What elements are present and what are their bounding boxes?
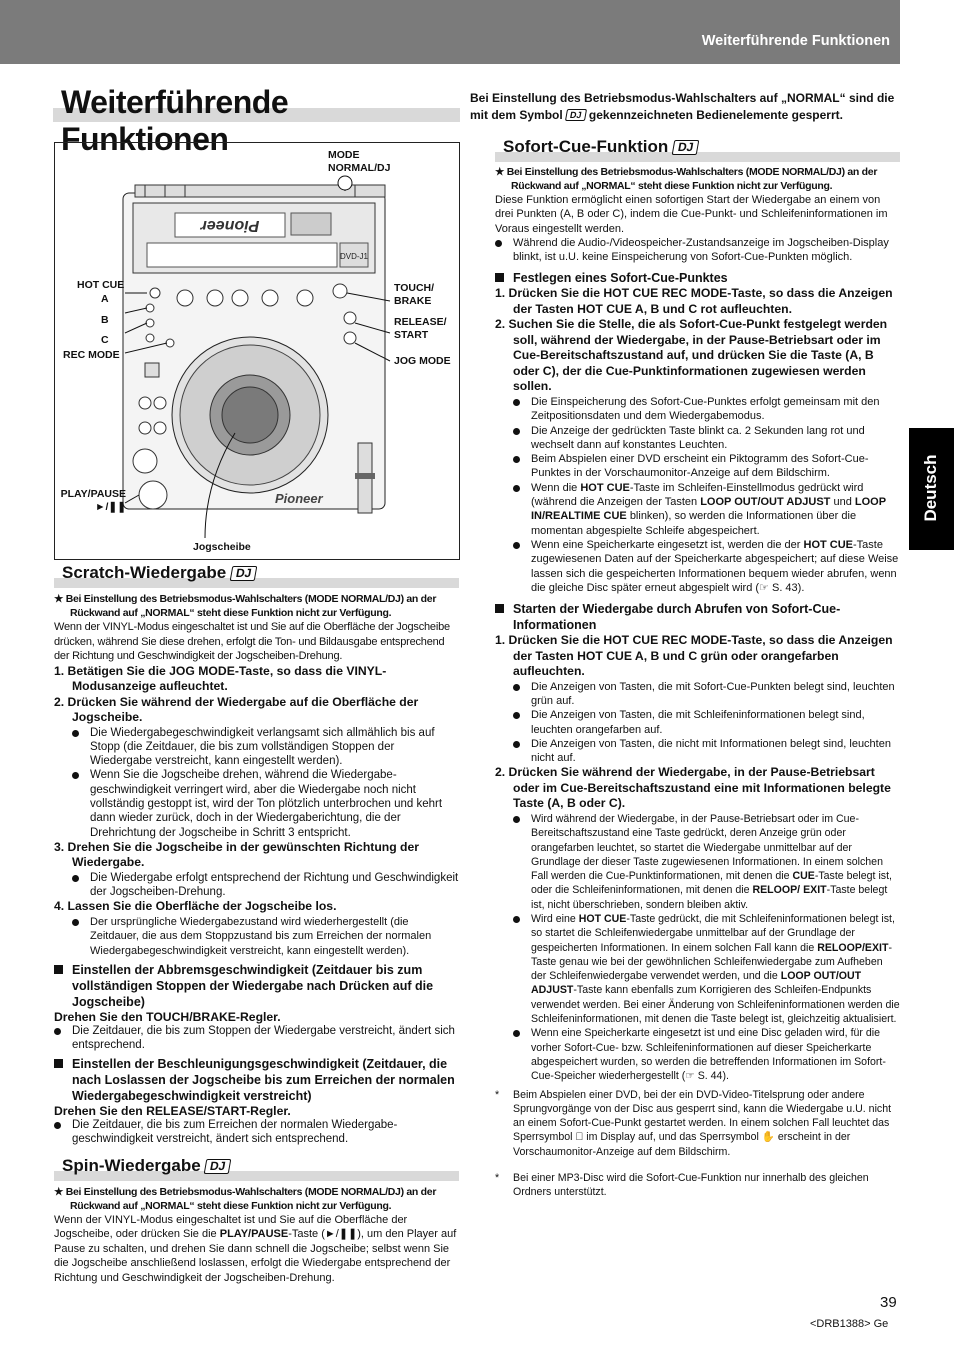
brand-logo-upside: Pioneer bbox=[200, 217, 260, 234]
label-play-pause: PLAY/PAUSE ►/❚❚ bbox=[60, 488, 126, 513]
sofort-heading-box bbox=[495, 137, 900, 162]
dj-notice bbox=[470, 90, 900, 124]
label-jogscheibe: Jogscheibe bbox=[193, 541, 251, 553]
scratch-step-2: 2. Drücken Sie während der Wiedergabe auf die Oberfläche der Jogscheibe. bbox=[54, 694, 419, 724]
language-tab-label: Deutsch bbox=[921, 454, 940, 522]
dj-symbol-icon: DJ bbox=[204, 1159, 232, 1174]
start-heading: Starten der Wiedergabe durch Abrufen von Sofort-Cue-Informationen bbox=[495, 601, 900, 633]
label-a: A bbox=[101, 293, 109, 305]
brake-bullet: Die Zeitdauer, die bis zum Stoppen der Wiedergabe verstreicht, ändert sich entsprechend. bbox=[54, 1024, 459, 1053]
set-step-2: 2. Suchen Sie die Stelle, die als Sofort-Cue-Punkt festgelegt werden soll, während der Wiedergabe, in der Pause-Betriebsart oder im Cue-Bereitschaftszustand auf, und drücken Sie die Taste (A, B oder C), der die Cue-Punktinformationen zugewiesen werden sollen. bbox=[495, 317, 888, 394]
label-b: B bbox=[101, 314, 109, 326]
set-step-2-bullet-1: Die Einspeicherung des Sofort-Cue-Punktes erfolgt gemeinsam mit den Zeitpositionsdaten und dem Wiedergabemodus. bbox=[495, 395, 900, 424]
label-jog-mode: JOG MODE bbox=[394, 355, 451, 367]
scratch-step-1: 1. Betätigen Sie die JOG MODE-Taste, so dass die VINYL-Modusanzeige aufleuchtet. bbox=[54, 663, 387, 693]
set-step-2-bullet-2: Die Anzeige der gedrückten Taste blinkt ca. 2 Sekunden lang rot und wechselt dann auf konstantes Leuchten. bbox=[495, 424, 900, 453]
set-heading: Festlegen eines Sofort-Cue-Punktes bbox=[495, 270, 900, 286]
start-step-1-bullet-1: Die Anzeigen von Tasten, die mit Sofort-Cue-Punkten belegt sind, leuchten grün auf. bbox=[495, 680, 900, 709]
spin-intro: Wenn der VINYL-Modus eingeschaltet ist und Sie auf die Oberfläche der Jogscheibe, oder drücken Sie die PLAY/PAUSE-Taste (►/❚❚), um den Player auf Pause zu schalten, und drehen Sie dann schnell die Jogscheibe; selbst wenn Sie die Jogscheibe anschließend loslassen, erfolgt die Wiedergabe entsprechend der Richtung und Geschwindigkeit der Jogscheiben-Drehung. bbox=[54, 1213, 457, 1284]
sofort-intro: Diese Funktion ermöglicht einen sofortigen Start der Wiedergabe an einem von drei Punkten (A, B oder C), indem die Cue-Punkt- und Schleifeninformationen im Voraus eingestellt werden. bbox=[495, 194, 888, 235]
sofort-star-note: ★ Bei Einstellung des Betriebsmodus-Wahlschalters (MODE NORMAL/DJ) an der Rückwand auf „NORMAL“ steht diese Funktion nicht zur Verfügung. bbox=[495, 166, 878, 192]
accel-bullet: Die Zeitdauer, die bis zum Erreichen der normalen Wiedergabe-geschwindigkeit verstreicht, ändert sich entsprechend. bbox=[54, 1118, 459, 1147]
page-title-box bbox=[53, 84, 460, 157]
right-column bbox=[495, 137, 900, 1200]
scratch-star-note: ★ Bei Einstellung des Betriebsmodus-Wahlschalters (MODE NORMAL/DJ) an der Rückwand auf „NORMAL“ steht diese Funktion nicht zur Verfügung. bbox=[54, 593, 437, 619]
brake-heading: Einstellen der Abbremsgeschwindigkeit (Zeitdauer bis zum vollständigen Stoppen der Wiedergabe nach Drücken auf die Jogscheibe) bbox=[54, 962, 459, 1010]
set-step-2-bullet-4: Wenn die HOT CUE-Taste im Schleifen-Einstellmodus gedrückt wird (während die Anzeigen der Tasten LOOP OUT/OUT ADJUST und LOOP IN/REALTIME CUE blinken), so werden die Informationen über die momentan abgespielte Schleife abgespeichert. bbox=[495, 481, 900, 538]
scratch-intro: Wenn der VINYL-Modus eingeschaltet ist und Sie auf die Oberfläche der Jogscheibe drücken, während Sie diese drehen, erfolgt die Ton- und Bildausgabe entsprechend der Richtung und Geschwindigkeit der Jogscheiben-Drehung. bbox=[54, 621, 450, 662]
language-tab bbox=[909, 428, 954, 550]
set-step-2-bullet-3: Beim Abspielen einer DVD erscheint ein Piktogramm des Sofort-Cue-Punktes in der Vorschaumonitor-Anzeige auf dem Bildschirm. bbox=[495, 452, 900, 481]
start-step-2: 2. Drücken Sie während der Wiedergabe, in der Pause-Betriebsart oder im Cue-Bereitschaftszustand eine mit Informationen belegte Taste (A, B oder C). bbox=[495, 765, 891, 811]
notice-text-b: gekennzeichneten Bedienelemente gesperrt. bbox=[588, 108, 843, 122]
notice-text-a: Bei Einstellung des Betriebsmodus-Wahlschalters auf „NORMAL“ sind die mit dem Symbol bbox=[470, 91, 895, 122]
start-step-1: 1. Drücken Sie die HOT CUE REC MODE-Taste, so dass die Anzeigen der Tasten HOT CUE A, B und C grün oder orangefarben aufleuchten. bbox=[495, 633, 893, 679]
page-number: 39 bbox=[880, 1294, 897, 1311]
sofort-intro-bullet: Während die Audio-/Videospeicher-Zustandsanzeige im Jogscheiben-Display blinkt, ist u.U. keine Einspeicherung von Sofort-Cue-Punkten möglich. bbox=[495, 236, 900, 265]
dj-symbol-icon: DJ bbox=[672, 140, 700, 155]
start-step-1-bullet-3: Die Anzeigen von Tasten, die nicht mit Informationen belegt sind, leuchten nicht auf. bbox=[495, 737, 900, 766]
label-hot-cue: HOT CUE bbox=[77, 279, 125, 291]
scratch-step-2-bullet-1: Die Wiedergabegeschwindigkeit verlangsamt sich allmählich bis auf Stopp (die Zeitdauer, die bis zum vollständigen Stoppen der Wiedergabe verstreicht, kann eingestellt werden). bbox=[54, 726, 459, 769]
footnote-1: * Beim Abspielen einer DVD, bei der ein DVD-Video-Titelsprung oder andere Sprungvorgänge von der Disc aus gesperrt sind, kann die Wiedergabe u.U. nicht an einem Sofort-Cue-Punkt gestartet werden. In einem solchen Fall leuchtet das Sperrsymbol ⃠ im Display auf, und das Sperrsymbol ✋ erscheint in der Vorschaumonitor-Anzeige auf dem Bildschirm. bbox=[495, 1088, 900, 1159]
scratch-step-3-bullet-1: Die Wiedergabe erfolgt entsprechend der Richtung und Geschwindigkeit der Jogscheiben-Drehung. bbox=[54, 871, 459, 900]
scratch-heading-box bbox=[54, 563, 459, 588]
spin-heading-box bbox=[54, 1155, 459, 1181]
device-figure bbox=[54, 142, 460, 560]
start-step-1-bullet-2: Die Anzeigen von Tasten, die mit Schleifeninformationen belegt sind, leuchten orangefarben auf. bbox=[495, 708, 900, 737]
start-step-2-bullet-2: Wird eine HOT CUE-Taste gedrückt, die mit Schleifeninformationen belegt ist, so startet die Schleifenwiedergabe unmittelbar auf der Grundlage der gespeicherten Informationen. In einem solchen Fall kann die RELOOP/EXIT-Taste genau wie bei der gewöhnlichen Schleifenwiedergabe zum Aufheben der Schleifenwiedergabe verwendet werden, und die LOOP OUT/OUT ADJUST-Taste kann ebenfalls zum Korrigieren des Schleifen-Endpunkts verwendet werden. Bei einer Änderung von Schleifeninformationen werden die Schleifeninformationen, mit denen die Taste belegt ist, gleichzeitig aktualisiert. bbox=[495, 912, 900, 1026]
header-band bbox=[0, 0, 900, 64]
start-step-2-bullet-3: Wenn eine Speicherkarte eingesetzt ist und eine Disc geladen wird, für die vorher Sofort-Cue- bzw. Schleifeninformationen auf dieser Speicherkarte abgespeichert wurden, so werden die betreffenden Informationen im Sofort-Cue-Speicher wiederhergestellt (☞ S. 44). bbox=[495, 1026, 900, 1083]
scratch-step-3: 3. Drehen Sie die Jogscheibe in der gewünschten Richtung der Wiedergabe. bbox=[54, 839, 420, 870]
document-id: <DRB1388> Ge bbox=[810, 1318, 889, 1330]
brake-instruction: Drehen Sie den TOUCH/BRAKE-Regler. bbox=[54, 1009, 281, 1024]
sofort-heading: Sofort-Cue-Funktion bbox=[503, 137, 669, 156]
set-step-2-bullet-5: Wenn eine Speicherkarte eingesetzt ist, werden die der HOT CUE-Taste zugewiesenen Daten auf der Speicherkarte abgespeichert; auf diese Weise lassen sich die gespeicherten Informationen bequem wieder abrufen, wenn die gleiche Disc später erneut abgespielt wird (☞ S. 43). bbox=[495, 538, 900, 595]
label-release-start: RELEASE/ START bbox=[394, 316, 447, 341]
brand-logo: Pioneer bbox=[275, 491, 323, 506]
page-title: Weiterführende Funktionen bbox=[61, 84, 289, 157]
scratch-heading: Scratch-Wiedergabe bbox=[62, 563, 227, 582]
accel-heading: Einstellen der Beschleunigungsgeschwindigkeit (Zeitdauer, die nach Loslassen der Jogscheibe bis zum Erreichen der normalen Wiedergabegeschwindigkeit verstreicht) bbox=[54, 1056, 459, 1104]
header-section-title: Weiterführende Funktionen bbox=[701, 33, 890, 49]
accel-instruction: Drehen Sie den RELEASE/START-Regler. bbox=[54, 1103, 291, 1118]
scratch-step-2-bullet-2: Wenn Sie die Jogscheibe drehen, während die Wiedergabe-geschwindigkeit verringert wird, aber die Wiedergabe noch nicht vollständig gestoppt ist, wird der Ton plötzlich unterbrochen und kehrt dann wieder zurück, doch in der Wiedergaberichtung, die der Drehrichtung der Jogscheibe in Schritt 3 entspricht. bbox=[54, 768, 459, 839]
model-badge: DVD-J1 bbox=[339, 252, 369, 261]
label-rec-mode: REC MODE bbox=[63, 349, 120, 361]
dj-symbol-icon: DJ bbox=[565, 109, 587, 121]
footnote-2: * Bei einer MP3-Disc wird die Sofort-Cue-Funktion nur innerhalb des gleichen Ordners unterstützt. bbox=[495, 1171, 900, 1200]
dj-symbol-icon: DJ bbox=[230, 566, 258, 581]
label-mode: MODE NORMAL/DJ bbox=[328, 149, 391, 174]
start-step-2-bullet-1: Wird während der Wiedergabe, in der Pause-Betriebsart oder im Cue-Bereitschaftszustand eine Taste gedrückt, deren Anzeige grün oder orangefarben leuchtet, so startet die Wiedergabe unmittelbar auf der Grundlage der dieser Taste zugewiesenen Informationen. In einem solchen Fall werden die Cue-Punktinformationen, mit denen die CUE-Taste belegt ist, oder die Schleifeninformationen, mit denen die RELOOP/ EXIT-Taste belegt ist, nicht überschrieben, sondern bleiben aktiv. bbox=[495, 812, 900, 912]
spin-heading: Spin-Wiedergabe bbox=[62, 1155, 201, 1175]
scratch-step-4-bullet-1: Der ursprüngliche Wiedergabezustand wird wiederhergestellt (die Zeitdauer, die aus dem Stoppzustand bis zum Erreichen der normalen Wiedergabegeschwindigkeit verstreicht, kann eingestellt werden). bbox=[54, 915, 459, 958]
set-step-1: 1. Drücken Sie die HOT CUE REC MODE-Taste, so dass die Anzeigen der Tasten HOT CUE A, B und C rot aufleuchten. bbox=[495, 286, 893, 316]
spin-star-note: ★ Bei Einstellung des Betriebsmodus-Wahlschalters (MODE NORMAL/DJ) an der Rückwand auf „NORMAL“ steht diese Funktion nicht zur Verfügung. bbox=[54, 1185, 437, 1212]
label-touch-brake: TOUCH/ BRAKE bbox=[394, 282, 435, 307]
left-column bbox=[54, 563, 459, 1285]
label-c: C bbox=[101, 334, 109, 346]
scratch-step-4: 4. Lassen Sie die Oberfläche der Jogscheibe los. bbox=[54, 899, 337, 914]
